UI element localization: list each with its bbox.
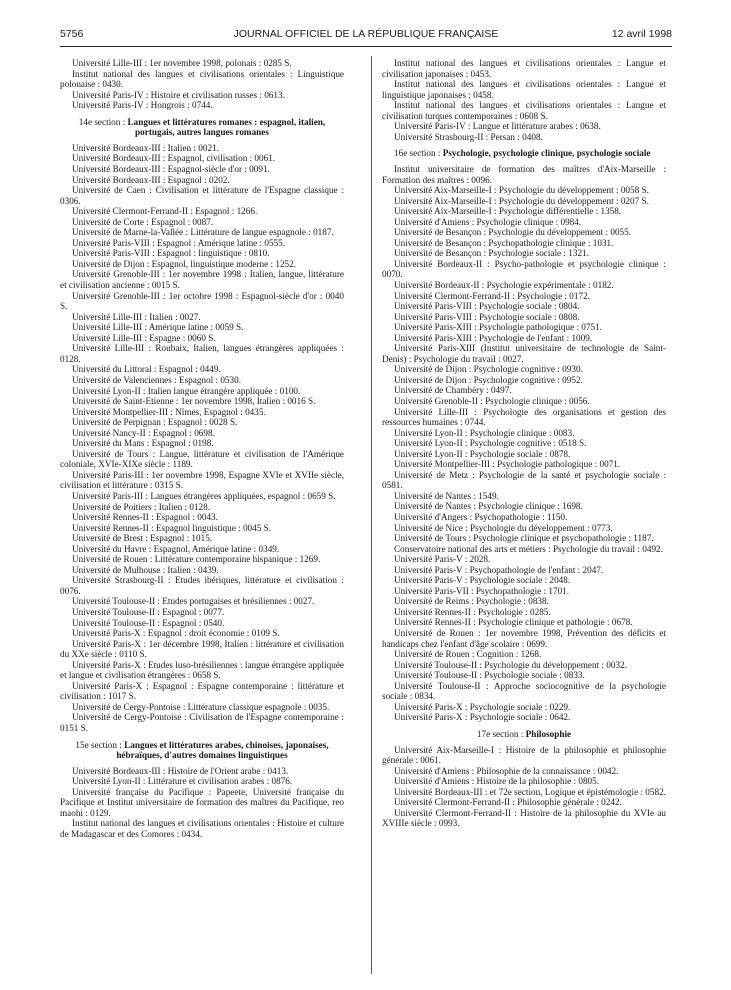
list-item: Université Aix-Marseille-I : Psychologie différentielle : 1358. bbox=[394, 206, 622, 217]
list-item: Université Paris-X : Psychologie sociale : 0229. bbox=[394, 701, 571, 712]
list-item: Université de Perpignan : Espagnol : 0028 S. bbox=[72, 417, 238, 428]
section-heading bbox=[60, 740, 344, 761]
header-rule bbox=[60, 46, 672, 47]
list-item: Université Bordeaux-III : Espagnol : 0202. bbox=[72, 174, 230, 185]
section-15-list bbox=[60, 766, 344, 840]
list-item: Université Paris-V : 2028. bbox=[394, 554, 491, 565]
list-item: Université de Marne-la-Vallée : Littérature de langue espagnole : 0187. bbox=[72, 227, 334, 238]
list-item: Université Bordeaux-II : Psychologie expérimentale : 0182. bbox=[394, 279, 614, 290]
section-title: Psychologie, psychologie clinique, psychologie sociale bbox=[442, 148, 651, 159]
list-item: Université Lille-III : Roubaix, Italien, langues étrangères appliquées : 0128. bbox=[60, 343, 344, 364]
page-header bbox=[60, 28, 672, 44]
list-item: Université Clermont-Ferrand-II : Psychologie : 0172. bbox=[394, 290, 590, 301]
list-item: Université Lille-III : Italien : 0027. bbox=[72, 311, 201, 322]
list-item: Université de Besançon : Psychologie sociale : 1321. bbox=[394, 248, 589, 259]
list-item: Université Paris-III : 1er novembre 1998, Espagne XVIe et XVIIe siècle, civilisation et littérature : 0315 S. bbox=[60, 469, 344, 491]
list-item: Université Paris-VIII : Psychologie sociale : 0808. bbox=[394, 311, 580, 322]
list-item: Université Paris-XIII : Psychologie pathologique : 0751. bbox=[394, 322, 602, 333]
list-item: Université Aix-Marseille-I : Psychologie du développement : 0207 S. bbox=[394, 195, 649, 206]
section-14-list bbox=[60, 143, 344, 734]
list-item: Université de Besançon : Psychopathologie clinique : 1031. bbox=[394, 237, 614, 248]
list-item: Université Lyon-II : Psychologie clinique : 0083. bbox=[394, 427, 575, 438]
list-item: Université Clermont-Ferrand-II : Histoire de la philosophie du XVIe au XVIIIe siècle : 0993. bbox=[382, 807, 666, 829]
list-item: Université Paris-III : Langues étrangères appliquées, espagnol : 0659 S. bbox=[72, 490, 336, 501]
list-item: Université Paris-XIII : Psychologie de l'enfant : 1009. bbox=[394, 332, 593, 343]
section-title: Langues et littératures arabes, chinoises, japonaises, hébraïques, d'autres domaines linguistiques bbox=[116, 739, 329, 761]
list-item: Université de Rouen : Littérature contemporaine hispanique : 1269. bbox=[72, 554, 321, 565]
journal-title: JOURNAL OFFICIEL DE LA RÉPUBLIQUE FRANÇAISE bbox=[233, 28, 499, 40]
list-item: Université Lille-III : Amérique latine : 0059 S. bbox=[72, 322, 244, 333]
list-item: Université de Mulhouse : Italien : 0439. bbox=[72, 564, 219, 575]
list-item: Université d'Amiens : Philosophie de la connaissance : 0042. bbox=[394, 765, 619, 776]
list-item: Institut national des langues et civilisations orientales : Langue et civilisation japonaises : 0453. bbox=[382, 58, 666, 79]
list-item: Université de Corte : Espagnol : 0087. bbox=[72, 216, 214, 227]
list-item: Université Grenoble-III : 1er novembre 1998 : Italien, langue, littérature et civilisation ancienne : 0015 S. bbox=[60, 269, 344, 291]
list-item: Université Paris-X : 1er décembre 1998, Italien : littérature et civilisation du XXe siècle : 0110 S. bbox=[60, 638, 344, 660]
list-item: Université Paris-V : Psychopathologie de l'enfant : 2047. bbox=[394, 564, 604, 575]
list-item: Université Lyon-II : Littérature et civilisation arabes : 0876. bbox=[72, 776, 293, 787]
list-item: Université Bordeaux-III : Espagnol-siècle d'or : 0091. bbox=[72, 164, 270, 175]
list-item: Université Grenoble-II : Psychologie clinique : 0056. bbox=[394, 396, 590, 406]
list-item: Université de Nantes : 1549. bbox=[394, 490, 499, 501]
section-number: 15e section : bbox=[75, 739, 122, 750]
list-item: Université Toulouse-II : Espagnol : 0540. bbox=[72, 617, 225, 628]
list-item: Institut national des langues et civilisations orientales : Langue et civilisation turques contemporaines : 0608 S. bbox=[382, 100, 666, 121]
list-item: Université Bordeaux-III : Histoire de l'Orient arabe : 0413. bbox=[72, 765, 289, 776]
list-item: Université Montpellier-III : Nîmes, Espagnol : 0435. bbox=[72, 406, 266, 417]
section-heading bbox=[60, 117, 344, 138]
list-item: Université Toulouse-II : Etudes portugaises et brésiliennes : 0027. bbox=[72, 596, 315, 607]
list-item: Université Paris-X : Espagnol : Espagne contemporaine : littérature et civilisation : 1017 S. bbox=[60, 680, 344, 702]
list-item: Université Grenoble-III : 1er octobre 1998 : Espagnol-siècle d'or : 0040 S. bbox=[60, 290, 344, 312]
list-item: Conservatoire national des arts et métiers : Psychologie du travail : 0492. bbox=[394, 543, 663, 554]
list-item: Université Bordeaux-III : Espagnol, civilisation : 0061. bbox=[72, 153, 276, 164]
list-item: Université de Poitiers : Italien : 0128. bbox=[72, 501, 211, 512]
list-item: Université Toulouse-II : Psychologie du développement : 0032. bbox=[394, 659, 627, 670]
list-item: Université Bordeaux-III : Italien : 0021. bbox=[72, 142, 219, 153]
list-item: Université Bordeaux-II : Psycho-pathologie et psychologie clinique : 0070. bbox=[382, 258, 666, 280]
list-item: Université Toulouse-II : Psychologie sociale : 0833. bbox=[394, 670, 585, 681]
list-item: Université de Metz : Psychologie de la santé et psychologie sociale : 0581. bbox=[382, 469, 666, 491]
list-item: Université Paris-IV : Langue et littérature arabes : 0638. bbox=[394, 121, 601, 132]
list-item: Université Paris-VII : Psychopathologie : 1701. bbox=[394, 585, 570, 596]
section-17-list bbox=[382, 745, 666, 829]
list-item: Université du Mans : Espagnol : 0198. bbox=[72, 438, 214, 449]
list-item: Université Strasbourg-II : Persan : 0408. bbox=[394, 131, 543, 142]
list-item: Université Clermont-Ferrand-II : Espagnol : 1266. bbox=[72, 206, 258, 217]
list-item: Université Paris-X : Espagnol : droit économie : 0109 S. bbox=[72, 628, 280, 639]
list-item: Université Paris-IV : Histoire et civilisation russes : 0613. bbox=[72, 89, 285, 100]
list-item: Université de Tours : Langue, littérature et civilisation de l'Amérique coloniale, XVIe-XIXe siècle : 1189. bbox=[60, 448, 344, 470]
right-column bbox=[382, 58, 666, 829]
list-item: Université Lille-III : 1er novembre 1998, polonais : 0285 S. bbox=[72, 58, 292, 68]
list-item: Université Toulouse-II : Approche sociocognitive de la psychologie sociale : 0834. bbox=[382, 680, 666, 702]
list-item: Université Aix-Marseille-I : Histoire de la philosophie et philosophie générale : 0061. bbox=[382, 744, 666, 766]
issue-date: 12 avril 1998 bbox=[611, 28, 672, 40]
list-item: Institut universitaire de formation des maîtres d'Aix-Marseille : Formation des maîtres : 0096. bbox=[382, 163, 666, 185]
list-item: Université Clermont-Ferrand-II : Philosophie générale : 0242. bbox=[394, 797, 622, 808]
list-item: Institut national des langues et civilisations orientales : Langue et linguistique japonaises : 0458. bbox=[382, 79, 666, 100]
list-item: Université de Saint-Etienne : 1er novembre 1998, Italien : 0016 S. bbox=[72, 396, 316, 407]
section-heading bbox=[382, 729, 666, 740]
list-item: Université Paris-X : Psychologie sociale : 0642. bbox=[394, 712, 571, 723]
list-item: Université de Reims : Psychologie : 0838. bbox=[394, 596, 549, 607]
list-item: Université Lyon-II : Italien langue étrangère appliquée : 0100. bbox=[72, 385, 301, 396]
list-item: Université de Besançon : Psychologie du développement : 0055. bbox=[394, 227, 632, 238]
list-item: Université Rennes-II : Psychologie clinique et pathologie : 0678. bbox=[394, 617, 633, 628]
section-number: 16e section : bbox=[394, 148, 441, 159]
list-item: Université Lyon-II : Psychologie sociale : 0878. bbox=[394, 448, 571, 459]
list-item: Université Lyon-II : Psychologie cognitive : 0518 S. bbox=[394, 438, 587, 449]
list-item: Université française du Pacifique : Papeete, Université française du Pacifique et Institut universitaire de formation des maîtres du Pacifique, reo maohi : 0129. bbox=[60, 786, 344, 818]
section-number: 14e section : bbox=[78, 116, 126, 127]
list-item: Université de Nice : Psychologie du développement : 0773. bbox=[394, 522, 613, 533]
left-intro-list bbox=[60, 58, 344, 111]
list-item: Université de Dijon : Psychologie cognitive : 0930. bbox=[394, 364, 583, 375]
list-item: Université Lille-III : Psychologie des organisations et gestion des ressources humaines : 0744. bbox=[382, 406, 666, 428]
list-item: Université du Havre : Espagnol, Amérique latine : 0349. bbox=[72, 543, 280, 554]
list-item: Université de Dijon : Espagnol, linguistique moderne : 1252. bbox=[72, 258, 297, 269]
list-item: Université de Rouen : Cognition : 1268. bbox=[394, 649, 542, 660]
column-divider bbox=[371, 56, 372, 974]
list-item: Université Paris-VIII : Espagnol : linguistique : 0810. bbox=[72, 248, 270, 259]
list-item: Université de Valenciennes : Espagnol : 0530. bbox=[72, 374, 241, 385]
left-column bbox=[60, 58, 344, 840]
list-item: Université Paris-IV : Hongrois : 0744. bbox=[72, 100, 213, 111]
list-item: Université Paris-VIII : Psychologie sociale : 0804. bbox=[394, 301, 580, 312]
list-item: Université Aix-Marseille-I : Psychologie du développement : 0058 S. bbox=[394, 185, 649, 196]
list-item: Université de Brest : Espagnol : 1015. bbox=[72, 533, 213, 544]
list-item: Université de Caen : Civilisation et littérature de l'Espagne classique : 0306. bbox=[60, 185, 344, 206]
list-item: Institut national des langues et civilisations orientales : Linguistique polonaise : 0430. bbox=[60, 68, 344, 90]
list-item: Université Paris-X : Etudes luso-brésiliennes : langue étrangère appliquée et langue et civilisation étrangères : 0658 S. bbox=[60, 659, 344, 681]
list-item: Université de Nantes : Psychologie clinique : 1698. bbox=[394, 501, 583, 512]
section-number: 17e section : bbox=[476, 728, 524, 739]
list-item: Université Strasbourg-II : Etudes ibériques, littérature et civilisation : 0076. bbox=[60, 575, 344, 596]
list-item: Université d'Amiens : Histoire de la philosophie : 0805. bbox=[394, 776, 600, 787]
list-item: Université Lille-III : Espagne : 0060 S. bbox=[72, 332, 216, 343]
list-item: Université de Dijon : Psychologie cognitive : 0952. bbox=[394, 374, 583, 385]
list-item: Université Rennes-II : Psychologie : 0285. bbox=[394, 606, 551, 617]
list-item: Université Rennes-II : Espagnol linguistique : 0045 S. bbox=[72, 522, 272, 533]
section-title: Langues et littératures romanes : espagnol, italien, portugais, autres langues romanes bbox=[127, 116, 326, 138]
list-item: Université d'Angers : Psychopathologie : 1150. bbox=[394, 512, 568, 523]
list-item: Université du Littoral : Espagnol : 0449. bbox=[72, 364, 221, 375]
page-number: 5756 bbox=[60, 28, 84, 40]
list-item: Université Toulouse-II : Espagnol : 0077. bbox=[72, 606, 225, 617]
list-item: Université de Chambéry : 0497. bbox=[394, 385, 512, 396]
list-item: Université de Tours : Psychologie clinique et psychopathologie : 1187. bbox=[394, 533, 654, 544]
list-item: Université Nancy-II : Espagnol : 0698. bbox=[72, 427, 215, 438]
list-item: Université de Cergy-Pontoise : Littérature classique espagnole : 0035. bbox=[72, 701, 330, 712]
list-item: Université Paris-XIII (Institut universitaire de technologie de Saint-Denis) : Psychologie du travail : 0027. bbox=[382, 343, 666, 364]
list-item: Université Paris-VIII : Espagnol : Amérique latine : 0555. bbox=[72, 237, 286, 248]
section-title: Philosophie bbox=[525, 728, 572, 739]
section-16-list bbox=[382, 164, 666, 723]
list-item: Université Bordeaux-III : et 72e section, Logique et épistémologie : 0582. bbox=[394, 786, 666, 797]
list-item: Université de Rouen : 1er novembre 1998, Prévention des déficits et handicaps chez l'enfant d'âge scolaire : 0699. bbox=[382, 628, 666, 649]
list-item: Université d'Amiens : Psychologie clinique : 0984. bbox=[394, 216, 582, 227]
right-intro-list bbox=[382, 58, 666, 142]
list-item: Université Montpellier-III : Psychologie pathologique : 0071. bbox=[394, 459, 621, 470]
list-item: Institut national des langues et civilisations orientales : Histoire et culture de Madagascar et des Comores : 0434. bbox=[60, 818, 344, 840]
list-item: Université Paris-V : Psychologie sociale : 2048. bbox=[394, 575, 571, 586]
section-heading bbox=[382, 148, 666, 159]
list-item: Université Rennes-II : Espagnol : 0043. bbox=[72, 512, 218, 523]
list-item: Université de Cergy-Pontoise : Civilisation de l'Espagne contemporaine : 0151 S. bbox=[60, 712, 344, 733]
